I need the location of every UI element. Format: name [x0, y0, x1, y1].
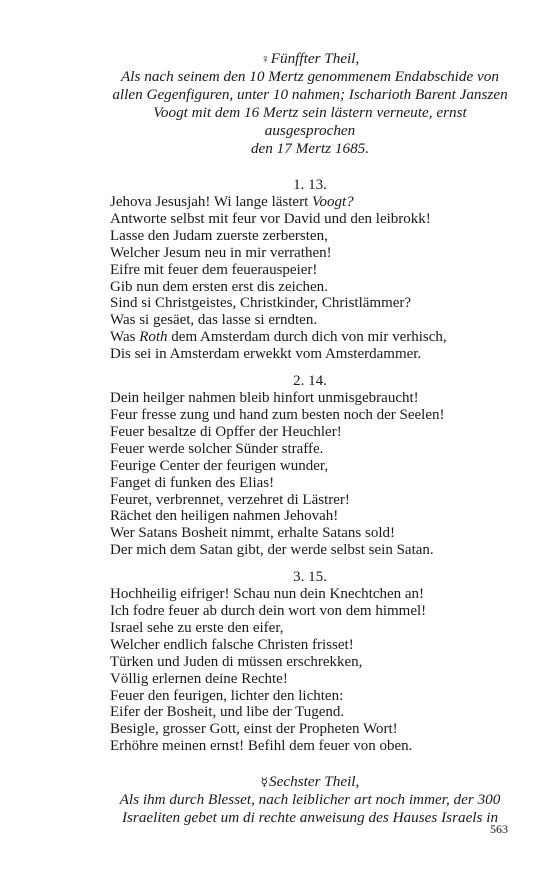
venus-icon: ♀	[260, 52, 270, 66]
verse-line: Feuer den feurigen, lichter den lichten:	[110, 687, 344, 704]
section-6-title-line	[110, 773, 510, 791]
verse-line: Besigle, grosser Gott, einst der Propheten Wort!	[110, 721, 398, 738]
section-6-intro-line: Als ihm durch Blesset, nach leiblicher art noch immer, der 300	[119, 791, 501, 809]
mercury-icon: ☿	[260, 775, 269, 790]
verse-line: Israel sehe zu erste den eifer,	[110, 619, 284, 636]
verse-line: Feur fresse zung und hand zum besten noch der Seelen!	[110, 406, 445, 423]
stanza-number: 2. 14.	[293, 373, 327, 390]
stanza-3	[110, 568, 510, 755]
verse-line: Dis sei in Amsterdam erwekkt vom Amsterdammer.	[110, 346, 422, 363]
verse-text: Was	[110, 329, 140, 346]
verse-emphasis: Roth	[139, 329, 168, 346]
verse-emphasis: Voogt?	[311, 194, 354, 210]
verse-line: Völlig erlernen deine Rechte!	[110, 670, 288, 687]
section-5-intro-line: allen Gegenfiguren, unter 10 nahmen; Ischarioth Barent Janszen	[112, 86, 508, 103]
verse-line: Hochheilig eifriger! Schau nun dein Knechtchen an!	[110, 586, 425, 603]
section-6-heading	[110, 773, 510, 827]
verse-line: Welcher endlich falsche Christen frisset!	[110, 636, 354, 653]
verse-line: Feuret, verbrennet, verzehret di Lästrer!	[110, 491, 350, 508]
stanza-number: 3. 15.	[293, 569, 327, 586]
section-5-heading	[110, 50, 510, 158]
verse-line: Fanget di funken des Elias!	[110, 474, 275, 491]
verse-line: Feurige Center der feurigen wunder,	[110, 457, 329, 474]
stanza-1	[110, 176, 510, 363]
page-number: 563	[490, 822, 508, 836]
verse-text: Jehova Jesusjah! Wi lange lästert	[110, 194, 312, 210]
verse-line: Rächet den heiligen nahmen Jehovah!	[110, 508, 339, 525]
stanza-2	[110, 372, 510, 559]
verse-line: Türken und Juden di müssen erschrekken,	[110, 653, 363, 670]
verse-line: Ich fodre feuer ab durch dein wort von dem himmel!	[110, 603, 427, 620]
verse-line: Antworte selbst mit feur vor David und den leibrokk!	[110, 210, 431, 227]
page-body	[110, 50, 510, 827]
verse-line: Eifer der Bosheit, und libe der Tugend.	[110, 704, 345, 721]
verse-line: Der mich dem Satan gibt, der werde selbst sein Satan.	[110, 542, 434, 559]
verse-line: Wer Satans Bosheit nimmt, erhalte Satans sold!	[110, 525, 395, 542]
verse-line: Welcher Jesum neu in mir verrathen!	[110, 244, 332, 261]
section-5-title-line	[110, 50, 510, 68]
section-5-intro-line: den 17 Mertz 1685.	[250, 140, 370, 157]
verse-line	[110, 329, 510, 346]
verse-line: Erhöhre meinen ernst! Befihl dem feuer von oben.	[110, 738, 413, 755]
verse-line: Feuer besaltze di Opffer der Heuchler!	[110, 423, 342, 440]
verse-text: dem Amsterdam durch dich von mir verhisch,	[167, 329, 447, 346]
section-6-intro-line: Israeliten gebet um di rechte anweisung des Hauses Israels in	[121, 809, 499, 827]
verse-line: Eifre mit feuer dem feuerauspeier!	[110, 261, 318, 278]
section-5-title: Fünffter Theil,	[270, 50, 360, 67]
verse-line: Feuer werde solcher Sünder straffe.	[110, 440, 324, 457]
verse-line: Was si gesäet, das lasse si erndten.	[110, 312, 318, 329]
section-6-title: Sechster Theil,	[269, 773, 360, 791]
verse-line: Gib nun dem ersten erst dis zeichen.	[110, 278, 328, 295]
verse-line	[110, 194, 510, 211]
verse-line: Lasse den Judam zuerste zerbersten,	[110, 227, 328, 244]
section-5-intro-line: Voogt mit dem 16 Mertz sein lästern verneute, ernst ausgesprochen	[153, 104, 467, 139]
stanza-number: 1. 13.	[293, 177, 327, 193]
verse-line: Dein heilger nahmen bleib hinfort unmisgebraucht!	[110, 390, 419, 407]
verse-line: Sind si Christgeistes, Christkinder, Christlämmer?	[110, 295, 412, 312]
section-5-intro-line: Als nach seinem den 10 Mertz genommenem Endabschide von	[121, 68, 499, 85]
